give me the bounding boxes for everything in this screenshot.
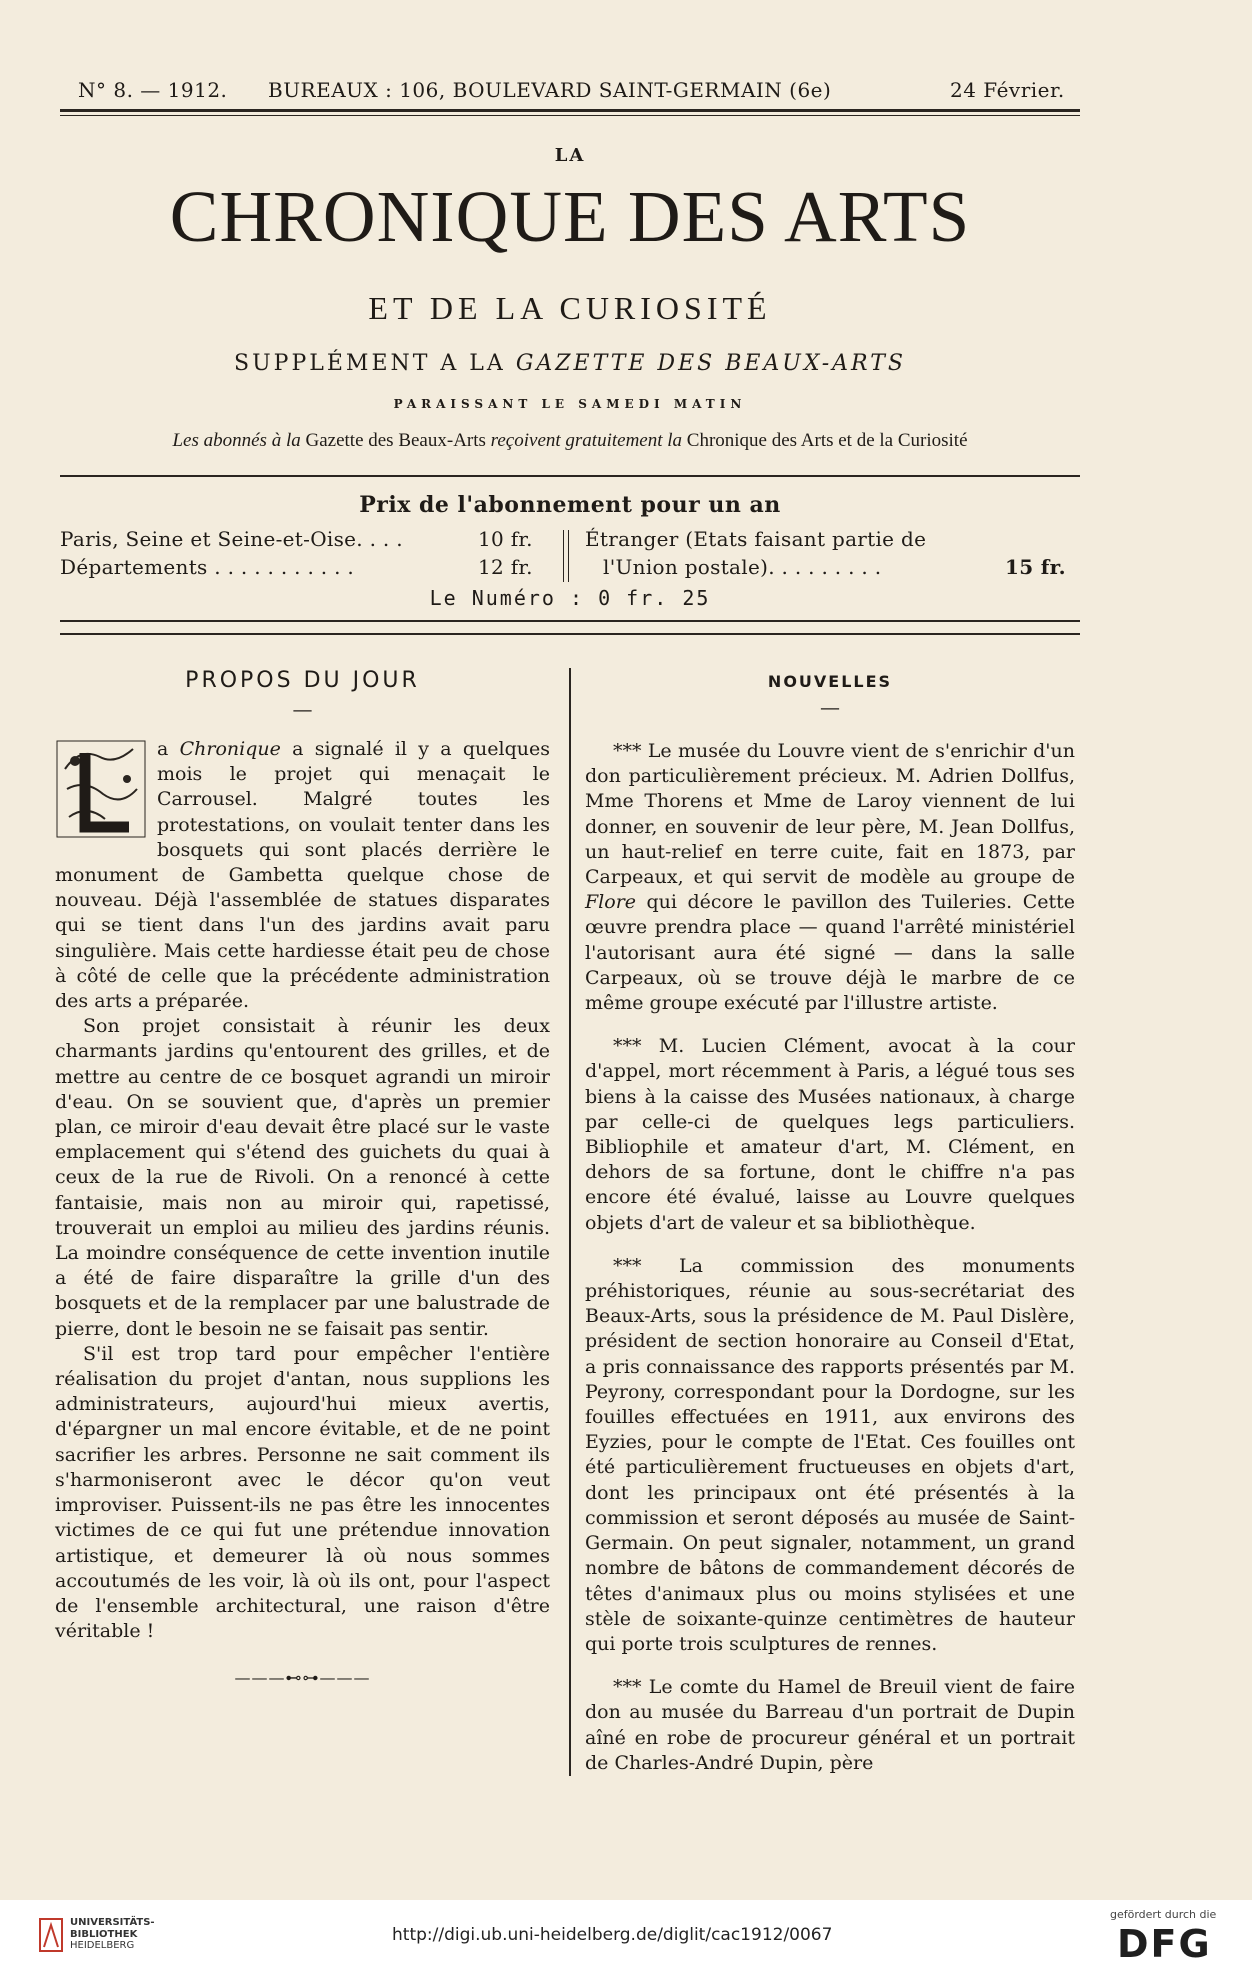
source-url[interactable]: http://digi.ub.uni-heidelberg.de/diglit/cac1912/0067 (392, 1925, 833, 1945)
masthead-la: LA (554, 145, 586, 166)
news-item-2: *** M. Lucien Clément, avocat à la cour d'appel, mort récemment à Paris, a légué tous ses biens à la caisse des Musées nationaux, à charge par celle-ci de quelques legs particuliers. Bibliophile et amateur d'art, M. Clément, en dehors de sa fortune, dont le chiffre n'a pas encore été évalué, laisse au Louvre quelques objets d'art de valeur et sa bibliothèque. (585, 1035, 1075, 1234)
propos-du-jour-heading: PROPOS DU JOUR (185, 668, 420, 693)
propos-p1-b: a signalé il y a quelques mois le projet qui menaçait le Carrousel. Malgré toutes les protestations, on voulait tenter dans les bosquets qui sont placés derrière le monument de Gambetta quelque chose de nouveau. Déjà l'assemblée de statues disparates qui se tient dans l'un des jardins avait paru singulière. Mais cette hardiesse était peu de chose à côté de celle que la précédente administration des arts a préparée. (55, 738, 550, 1013)
news-1-italic: Flore (585, 891, 637, 914)
end-ornament: ———⊷⊶——— (234, 1668, 371, 1688)
etranger-line-1: Étranger (Etats faisant partie de (585, 527, 927, 551)
supplement-gazette: GAZETTE DES BEAUX-ARTS (515, 351, 906, 376)
news-item-1 (585, 739, 1075, 1016)
etranger-line-2: l'Union postale). . . . . . . . . (603, 555, 882, 579)
subscription-rule-1 (60, 620, 1080, 622)
dfg-logo: DFG (1117, 1922, 1212, 1966)
subscription-rule-2 (60, 633, 1080, 635)
bureaux-address: BUREAUX : 106, BOULEVARD SAINT-GERMAIN (6e) (268, 78, 832, 102)
numero-price: Le Numéro : 0 fr. 25 (429, 586, 711, 610)
issue-number: N° 8. — 1912. (78, 78, 228, 102)
news-1-a: *** Le musée du Louvre vient de s'enrichir d'un don particulièrement précieux. M. Adrien Dollfus, Mme Thorens et Mme de Laroy viennent de lui donner, en souvenir de leur père, M. Jean Dollfus, un haut-relief en terre cuite, fait en 1873, par Carpeaux, et qui servit de modèle au groupe de (585, 740, 1075, 889)
abonnes-part-1: Les abonnés à la (172, 430, 301, 451)
abonnes-part-3: reçoivent gratuitement la (490, 430, 683, 451)
propos-paragraph-3: S'il est trop tard pour empêcher l'entière réalisation du projet d'antan, nous supplions les administrateurs, aujourd'hui mieux avertis, d'épargner un mal encore évitable, et de ne point sacrifier les arbres. Personne ne sait comment ils s'harmoniseront avec le décor qu'on veut improviser. Puissent-ils ne pas être les innocentes victimes de ce qui fut une prétendue innovation artistique, et demeurer là où nous sommes accoutumés de les voir, là où ils ont, pour l'aspect de l'ensemble architectural, une raison d'être véritable ! (55, 1342, 550, 1643)
subscription-divider-1 (563, 530, 564, 582)
abonnes-part-2: Gazette des Beaux-Arts (305, 430, 486, 451)
masthead-title: CHRONIQUE DES ARTS (169, 176, 971, 257)
library-name-3: HEIDELBERG (70, 1940, 135, 1951)
propos-paragraph-1 (55, 737, 550, 1014)
left-heading-dash: — (292, 697, 313, 721)
etranger-price: 15 fr. (1005, 555, 1066, 579)
news-1-b: qui décore le pavillon des Tuileries. Cette œuvre prendra place — quand l'arrêté ministériel l'autorisant aura été signé — dans la salle Carpeaux, où se trouve déjà le marbre de ce même groupe exécuté par l'illustre artiste. (585, 891, 1075, 1015)
propos-p1-a: a (157, 738, 180, 760)
masthead-subtitle: ET DE LA CURIOSITÉ (368, 290, 772, 326)
departements-label: Départements . . . . . . . . . . . (60, 555, 355, 579)
column-divider (569, 668, 571, 1776)
right-column (585, 672, 1075, 1794)
supplement-line (60, 351, 1080, 376)
paris-label: Paris, Seine et Seine-et-Oise. . . . (60, 527, 403, 551)
issue-date: 24 Février. (950, 78, 1065, 102)
right-heading-dash: — (820, 695, 840, 719)
ornamental-l-initial-icon (55, 739, 147, 839)
propos-paragraph-2: Son projet consistait à réunir les deux charmants jardins qu'entourent des grilles, et de mettre au centre de ce bosquet agrandi un miroir d'eau. On se souvient que, d'après un premier plan, ce miroir d'eau devait être placé sur le vaste emplacement qui s'étend des guichets du quai à ceux de la rue de Rivoli. On a renoncé à cette fantaisie, mais non au miroir qui, rapetissé, trouverait un emploi au milieu des jardins réunis. La moindre conséquence de cette invention inutile a été de faire disparaître la grille d'un des bosquets et de la remplacer par une balustrade de pierre, dont le besoin ne se faisait pas sentir. (55, 1015, 550, 1340)
propos-p1-italic: Chronique (179, 738, 281, 760)
subscription-divider-2 (568, 530, 569, 582)
nouvelles-heading: NOUVELLES (767, 672, 893, 691)
library-name (70, 1917, 155, 1952)
library-logo-icon (38, 1917, 64, 1953)
news-item-3: *** La commission des monuments préhistoriques, réunie au sous-secrétariat des Beaux-Arts, sous la présidence de M. Paul Dislère, président de section honoraire au Conseil d'Etat, a pris connaissance des rapports présentés par M. Peyrony, correspondant pour la Dordogne, sur les fouilles effectuées en 1911, aux environs des Eyzies, pour le compte de l'Etat. Ces fouilles ont été particulièrement fructueuses en objets d'art, dont les principaux ont été présentés à la commission et seront déposés au musée de Saint-Germain. On peut signaler, notamment, un grand nombre de bâtons de commandement décorés de têtes d'animaux plus ou moins stylisées et une stèle de soixante-quinze centimètres de hauteur qui porte trois sculptures de rennes. (585, 1254, 1075, 1655)
news-item-4: *** Le comte du Hamel de Breuil vient de faire don au musée du Barreau d'un portrait de Dupin aîné en robe de procureur général et un portrait de Charles-André Dupin, père (585, 1676, 1075, 1774)
header-rule-thin (60, 115, 1080, 116)
library-name-2: BIBLIOTHEK (70, 1928, 138, 1940)
abonnes-part-4: Chronique des Arts et de la Curiosité (686, 430, 968, 451)
parution-line: PARAISSANT LE SAMEDI MATIN (393, 397, 747, 411)
abonnes-line (60, 430, 1080, 452)
departements-price: 12 fr. (478, 555, 533, 579)
supplement-prefix: SUPPLÉMENT A LA (234, 351, 506, 376)
library-name-1: UNIVERSITÄTS- (70, 1917, 155, 1928)
header-rule-thick (60, 109, 1080, 112)
masthead-rule (60, 475, 1080, 477)
paris-price: 10 fr. (478, 527, 533, 551)
funded-by: gefördert durch die (1110, 1908, 1217, 1921)
subscription-title: Prix de l'abonnement pour un an (359, 492, 781, 518)
left-column (55, 668, 550, 1687)
